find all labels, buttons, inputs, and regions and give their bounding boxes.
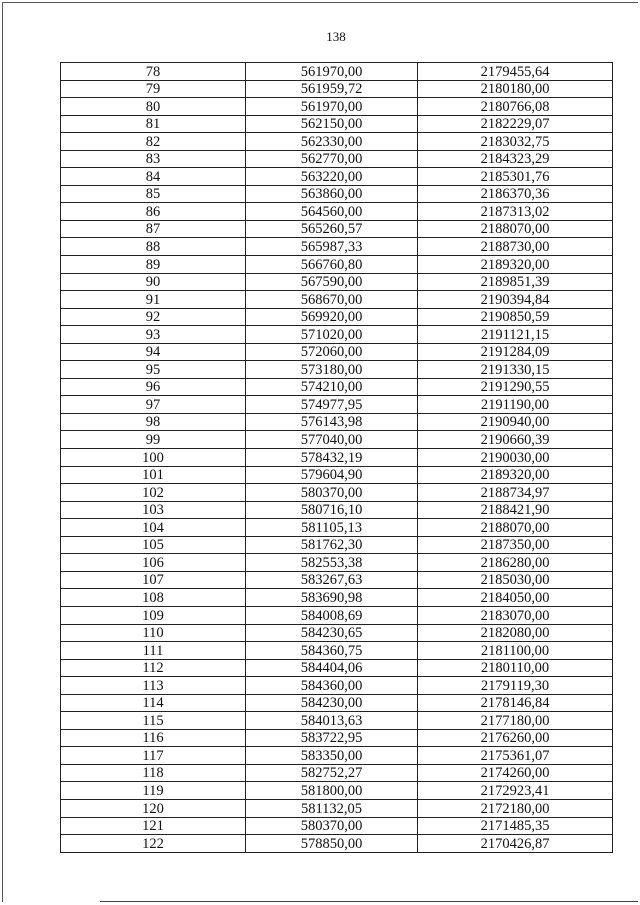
point-number-cell: 94 [61, 343, 246, 361]
x-coordinate-cell: 581800,00 [246, 782, 418, 800]
table-row [61, 782, 613, 800]
table-row [61, 256, 613, 274]
point-number-cell: 108 [61, 589, 246, 607]
y-coordinate-cell: 2179455,64 [418, 63, 613, 81]
y-coordinate-cell: 2172923,41 [418, 782, 613, 800]
x-coordinate-cell: 582553,38 [246, 554, 418, 572]
point-number-cell: 90 [61, 273, 246, 291]
y-coordinate-cell: 2172180,00 [418, 799, 613, 817]
point-number-cell: 83 [61, 150, 246, 168]
table-row [61, 326, 613, 344]
point-number-cell: 114 [61, 694, 246, 712]
y-coordinate-cell: 2184050,00 [418, 589, 613, 607]
x-coordinate-cell: 572060,00 [246, 343, 418, 361]
point-number-cell: 85 [61, 185, 246, 203]
y-coordinate-cell: 2180110,00 [418, 659, 613, 677]
page-border-top [2, 2, 638, 3]
point-number-cell: 82 [61, 133, 246, 151]
table-row [61, 554, 613, 572]
y-coordinate-cell: 2190394,84 [418, 291, 613, 309]
y-coordinate-cell: 2188421,90 [418, 501, 613, 519]
page-border-left [2, 2, 3, 902]
y-coordinate-cell: 2182229,07 [418, 115, 613, 133]
x-coordinate-cell: 580370,00 [246, 484, 418, 502]
table-row [61, 63, 613, 81]
y-coordinate-cell: 2185030,00 [418, 571, 613, 589]
y-coordinate-cell: 2170426,87 [418, 835, 613, 853]
point-number-cell: 87 [61, 220, 246, 238]
table-row [61, 168, 613, 186]
table-row [61, 571, 613, 589]
y-coordinate-cell: 2186280,00 [418, 554, 613, 572]
point-number-cell: 81 [61, 115, 246, 133]
table-row [61, 449, 613, 467]
y-coordinate-cell: 2188734,97 [418, 484, 613, 502]
point-number-cell: 100 [61, 449, 246, 467]
x-coordinate-cell: 584008,69 [246, 606, 418, 624]
y-coordinate-cell: 2179119,30 [418, 677, 613, 695]
y-coordinate-cell: 2187350,00 [418, 536, 613, 554]
x-coordinate-cell: 563860,00 [246, 185, 418, 203]
table-row [61, 677, 613, 695]
point-number-cell: 86 [61, 203, 246, 221]
point-number-cell: 107 [61, 571, 246, 589]
x-coordinate-cell: 573180,00 [246, 361, 418, 379]
point-number-cell: 111 [61, 642, 246, 660]
x-coordinate-cell: 566760,80 [246, 256, 418, 274]
point-number-cell: 88 [61, 238, 246, 256]
page-number: 138 [326, 29, 346, 44]
point-number-cell: 96 [61, 378, 246, 396]
x-coordinate-cell: 561970,00 [246, 98, 418, 116]
table-row [61, 396, 613, 414]
x-coordinate-cell: 562770,00 [246, 150, 418, 168]
table-row [61, 80, 613, 98]
y-coordinate-cell: 2176260,00 [418, 729, 613, 747]
x-coordinate-cell: 567590,00 [246, 273, 418, 291]
y-coordinate-cell: 2180766,08 [418, 98, 613, 116]
point-number-cell: 112 [61, 659, 246, 677]
table-row [61, 729, 613, 747]
y-coordinate-cell: 2191284,09 [418, 343, 613, 361]
x-coordinate-cell: 584230,00 [246, 694, 418, 712]
y-coordinate-cell: 2188070,00 [418, 220, 613, 238]
point-number-cell: 106 [61, 554, 246, 572]
y-coordinate-cell: 2181100,00 [418, 642, 613, 660]
table-row [61, 185, 613, 203]
point-number-cell: 91 [61, 291, 246, 309]
x-coordinate-cell: 571020,00 [246, 326, 418, 344]
table-row [61, 361, 613, 379]
point-number-cell: 121 [61, 817, 246, 835]
y-coordinate-cell: 2171485,35 [418, 817, 613, 835]
y-coordinate-cell: 2187313,02 [418, 203, 613, 221]
coordinates-table [60, 62, 613, 853]
point-number-cell: 102 [61, 484, 246, 502]
point-number-cell: 97 [61, 396, 246, 414]
table-row [61, 203, 613, 221]
point-number-cell: 103 [61, 501, 246, 519]
x-coordinate-cell: 562330,00 [246, 133, 418, 151]
y-coordinate-cell: 2174260,00 [418, 764, 613, 782]
point-number-cell: 99 [61, 431, 246, 449]
point-number-cell: 98 [61, 413, 246, 431]
x-coordinate-cell: 578432,19 [246, 449, 418, 467]
x-coordinate-cell: 561959,72 [246, 80, 418, 98]
y-coordinate-cell: 2178146,84 [418, 694, 613, 712]
point-number-cell: 120 [61, 799, 246, 817]
table-row [61, 747, 613, 765]
x-coordinate-cell: 582752,27 [246, 764, 418, 782]
x-coordinate-cell: 564560,00 [246, 203, 418, 221]
table-row [61, 624, 613, 642]
x-coordinate-cell: 565260,57 [246, 220, 418, 238]
table-row [61, 606, 613, 624]
y-coordinate-cell: 2177180,00 [418, 712, 613, 730]
x-coordinate-cell: 584230,65 [246, 624, 418, 642]
x-coordinate-cell: 583722,95 [246, 729, 418, 747]
y-coordinate-cell: 2191290,55 [418, 378, 613, 396]
point-number-cell: 118 [61, 764, 246, 782]
x-coordinate-cell: 581762,30 [246, 536, 418, 554]
x-coordinate-cell: 580716,10 [246, 501, 418, 519]
point-number-cell: 95 [61, 361, 246, 379]
y-coordinate-cell: 2189851,39 [418, 273, 613, 291]
x-coordinate-cell: 563220,00 [246, 168, 418, 186]
table-row [61, 133, 613, 151]
x-coordinate-cell: 576143,98 [246, 413, 418, 431]
y-coordinate-cell: 2175361,07 [418, 747, 613, 765]
table-row [61, 431, 613, 449]
point-number-cell: 80 [61, 98, 246, 116]
table-row [61, 817, 613, 835]
y-coordinate-cell: 2189320,00 [418, 466, 613, 484]
table-row [61, 115, 613, 133]
point-number-cell: 109 [61, 606, 246, 624]
y-coordinate-cell: 2191330,15 [418, 361, 613, 379]
y-coordinate-cell: 2183032,75 [418, 133, 613, 151]
page-border-bottom [100, 901, 638, 902]
point-number-cell: 78 [61, 63, 246, 81]
point-number-cell: 104 [61, 519, 246, 537]
point-number-cell: 93 [61, 326, 246, 344]
x-coordinate-cell: 574977,95 [246, 396, 418, 414]
y-coordinate-cell: 2183070,00 [418, 606, 613, 624]
y-coordinate-cell: 2185301,76 [418, 168, 613, 186]
x-coordinate-cell: 583267,63 [246, 571, 418, 589]
point-number-cell: 116 [61, 729, 246, 747]
y-coordinate-cell: 2184323,29 [418, 150, 613, 168]
table-row [61, 98, 613, 116]
table-row [61, 642, 613, 660]
table-row [61, 501, 613, 519]
point-number-cell: 119 [61, 782, 246, 800]
table-row [61, 536, 613, 554]
point-number-cell: 101 [61, 466, 246, 484]
point-number-cell: 89 [61, 256, 246, 274]
table-row [61, 694, 613, 712]
x-coordinate-cell: 565987,33 [246, 238, 418, 256]
point-number-cell: 115 [61, 712, 246, 730]
table-row [61, 238, 613, 256]
y-coordinate-cell: 2190030,00 [418, 449, 613, 467]
x-coordinate-cell: 584360,75 [246, 642, 418, 660]
x-coordinate-cell: 583690,98 [246, 589, 418, 607]
y-coordinate-cell: 2190660,39 [418, 431, 613, 449]
x-coordinate-cell: 581132,05 [246, 799, 418, 817]
point-number-cell: 105 [61, 536, 246, 554]
table-row [61, 220, 613, 238]
coordinates-table-body [61, 63, 613, 853]
x-coordinate-cell: 584404,06 [246, 659, 418, 677]
table-row [61, 659, 613, 677]
table-row [61, 835, 613, 853]
table-row [61, 589, 613, 607]
y-coordinate-cell: 2188730,00 [418, 238, 613, 256]
table-row [61, 150, 613, 168]
y-coordinate-cell: 2188070,00 [418, 519, 613, 537]
point-number-cell: 110 [61, 624, 246, 642]
table-row [61, 413, 613, 431]
point-number-cell: 92 [61, 308, 246, 326]
table-row [61, 484, 613, 502]
y-coordinate-cell: 2190940,00 [418, 413, 613, 431]
table-row [61, 273, 613, 291]
x-coordinate-cell: 581105,13 [246, 519, 418, 537]
x-coordinate-cell: 562150,00 [246, 115, 418, 133]
y-coordinate-cell: 2186370,36 [418, 185, 613, 203]
x-coordinate-cell: 577040,00 [246, 431, 418, 449]
table-row [61, 519, 613, 537]
table-row [61, 466, 613, 484]
x-coordinate-cell: 574210,00 [246, 378, 418, 396]
y-coordinate-cell: 2189320,00 [418, 256, 613, 274]
x-coordinate-cell: 579604,90 [246, 466, 418, 484]
point-number-cell: 117 [61, 747, 246, 765]
table-row [61, 764, 613, 782]
table-row [61, 378, 613, 396]
x-coordinate-cell: 561970,00 [246, 63, 418, 81]
x-coordinate-cell: 583350,00 [246, 747, 418, 765]
point-number-cell: 79 [61, 80, 246, 98]
x-coordinate-cell: 584360,00 [246, 677, 418, 695]
y-coordinate-cell: 2190850,59 [418, 308, 613, 326]
x-coordinate-cell: 580370,00 [246, 817, 418, 835]
y-coordinate-cell: 2180180,00 [418, 80, 613, 98]
table-row [61, 291, 613, 309]
x-coordinate-cell: 568670,00 [246, 291, 418, 309]
x-coordinate-cell: 569920,00 [246, 308, 418, 326]
y-coordinate-cell: 2191121,15 [418, 326, 613, 344]
table-row [61, 712, 613, 730]
y-coordinate-cell: 2191190,00 [418, 396, 613, 414]
point-number-cell: 113 [61, 677, 246, 695]
table-row [61, 799, 613, 817]
x-coordinate-cell: 584013,63 [246, 712, 418, 730]
point-number-cell: 84 [61, 168, 246, 186]
x-coordinate-cell: 578850,00 [246, 835, 418, 853]
point-number-cell: 122 [61, 835, 246, 853]
y-coordinate-cell: 2182080,00 [418, 624, 613, 642]
table-row [61, 343, 613, 361]
table-row [61, 308, 613, 326]
